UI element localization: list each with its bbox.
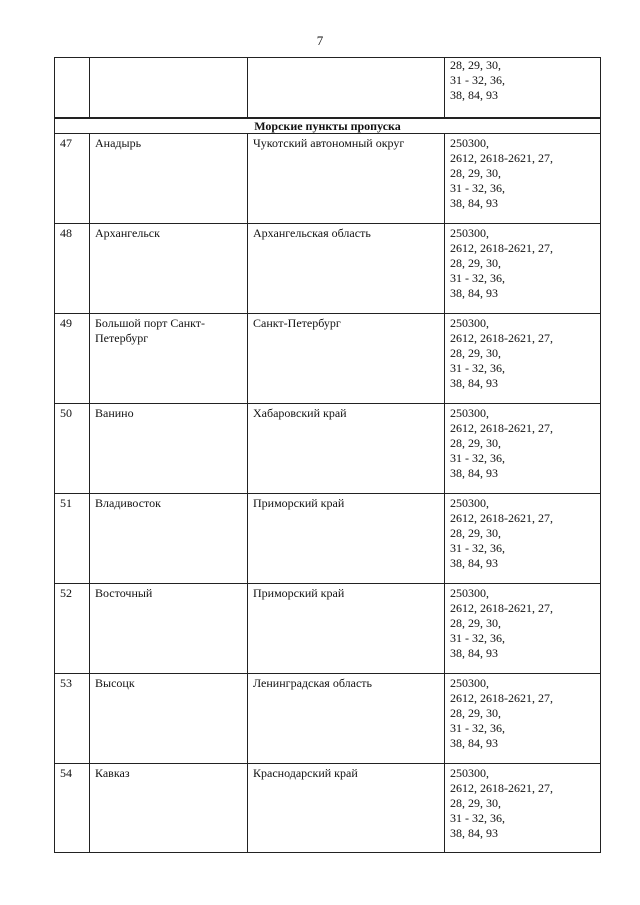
cell-codes bbox=[445, 134, 601, 224]
cell-codes bbox=[445, 404, 601, 494]
name-line: Петербург bbox=[95, 331, 149, 345]
cell-codes bbox=[445, 584, 601, 674]
code-line: 38, 84, 93 bbox=[450, 556, 498, 570]
code-line: 2612, 2618-2621, 27, bbox=[450, 241, 553, 255]
cell-number: 50 bbox=[55, 404, 90, 494]
cell-region: Приморский край bbox=[248, 494, 445, 584]
code-line: 28, 29, 30, bbox=[450, 706, 501, 720]
name-line: Кавказ bbox=[95, 766, 130, 780]
table-row bbox=[55, 134, 601, 224]
cell-region: Хабаровский край bbox=[248, 404, 445, 494]
continuation-row bbox=[55, 58, 601, 119]
code-line: 28, 29, 30, bbox=[450, 166, 501, 180]
code-line: 38, 84, 93 bbox=[450, 196, 498, 210]
code-line: 28, 29, 30, bbox=[450, 526, 501, 540]
code-line: 28, 29, 30, bbox=[450, 256, 501, 270]
code-line: 2612, 2618-2621, 27, bbox=[450, 151, 553, 165]
cell-region: Краснодарский край bbox=[248, 764, 445, 853]
cell-region: Ленинградская область bbox=[248, 674, 445, 764]
cell-region bbox=[248, 58, 445, 119]
code-line: 31 - 32, 36, bbox=[450, 721, 505, 735]
cell-name bbox=[90, 584, 248, 674]
cell-number: 53 bbox=[55, 674, 90, 764]
cell-number: 48 bbox=[55, 224, 90, 314]
code-line: 31 - 32, 36, bbox=[450, 541, 505, 555]
cell-codes bbox=[445, 764, 601, 853]
code-line: 31 - 32, 36, bbox=[450, 451, 505, 465]
cell-number: 47 bbox=[55, 134, 90, 224]
table-row bbox=[55, 764, 601, 853]
cell-name bbox=[90, 404, 248, 494]
code-line: 31 - 32, 36, bbox=[450, 811, 505, 825]
code-line: 38, 84, 93 bbox=[450, 286, 498, 300]
code-line: 250300, bbox=[450, 226, 489, 240]
code-line: 38, 84, 93 bbox=[450, 88, 498, 102]
table-row bbox=[55, 494, 601, 584]
code-line: 250300, bbox=[450, 676, 489, 690]
cell-number: 52 bbox=[55, 584, 90, 674]
code-line: 2612, 2618-2621, 27, bbox=[450, 781, 553, 795]
table-row bbox=[55, 224, 601, 314]
name-line: Ванино bbox=[95, 406, 134, 420]
cell-name bbox=[90, 134, 248, 224]
code-line: 31 - 32, 36, bbox=[450, 181, 505, 195]
name-line: Высоцк bbox=[95, 676, 135, 690]
code-line: 28, 29, 30, bbox=[450, 796, 501, 810]
code-line: 2612, 2618-2621, 27, bbox=[450, 421, 553, 435]
code-line: 250300, bbox=[450, 586, 489, 600]
cell-codes bbox=[445, 58, 601, 119]
code-line: 38, 84, 93 bbox=[450, 466, 498, 480]
code-line: 38, 84, 93 bbox=[450, 736, 498, 750]
cell-name bbox=[90, 314, 248, 404]
checkpoints-table bbox=[54, 57, 601, 853]
cell-name bbox=[90, 674, 248, 764]
code-line: 250300, bbox=[450, 766, 489, 780]
table-row bbox=[55, 314, 601, 404]
cell-name bbox=[90, 58, 248, 119]
name-line: Архангельск bbox=[95, 226, 160, 240]
cell-number: 49 bbox=[55, 314, 90, 404]
cell-codes bbox=[445, 314, 601, 404]
code-line: 2612, 2618-2621, 27, bbox=[450, 331, 553, 345]
code-line: 38, 84, 93 bbox=[450, 376, 498, 390]
code-line: 250300, bbox=[450, 496, 489, 510]
cell-number: 54 bbox=[55, 764, 90, 853]
code-line: 28, 29, 30, bbox=[450, 58, 501, 72]
cell-number bbox=[55, 58, 90, 119]
cell-region: Чукотский автономный округ bbox=[248, 134, 445, 224]
cell-name bbox=[90, 764, 248, 853]
code-line: 31 - 32, 36, bbox=[450, 73, 505, 87]
name-line: Владивосток bbox=[95, 496, 161, 510]
code-line: 31 - 32, 36, bbox=[450, 631, 505, 645]
section-header-row bbox=[55, 118, 601, 134]
code-line: 250300, bbox=[450, 406, 489, 420]
code-line: 28, 29, 30, bbox=[450, 616, 501, 630]
code-line: 250300, bbox=[450, 316, 489, 330]
code-line: 2612, 2618-2621, 27, bbox=[450, 691, 553, 705]
cell-name bbox=[90, 224, 248, 314]
section-title: Морские пункты пропуска bbox=[55, 118, 601, 134]
code-line: 2612, 2618-2621, 27, bbox=[450, 601, 553, 615]
table-row bbox=[55, 404, 601, 494]
code-line: 31 - 32, 36, bbox=[450, 271, 505, 285]
cell-codes bbox=[445, 674, 601, 764]
code-line: 38, 84, 93 bbox=[450, 826, 498, 840]
code-line: 250300, bbox=[450, 136, 489, 150]
code-line: 28, 29, 30, bbox=[450, 346, 501, 360]
cell-region: Архангельская область bbox=[248, 224, 445, 314]
code-line: 31 - 32, 36, bbox=[450, 361, 505, 375]
name-line: Восточный bbox=[95, 586, 153, 600]
page-number: 7 bbox=[316, 33, 324, 48]
cell-name bbox=[90, 494, 248, 584]
cell-codes bbox=[445, 494, 601, 584]
cell-region: Приморский край bbox=[248, 584, 445, 674]
cell-region: Санкт-Петербург bbox=[248, 314, 445, 404]
cell-number: 51 bbox=[55, 494, 90, 584]
name-line: Анадырь bbox=[95, 136, 142, 150]
cell-codes bbox=[445, 224, 601, 314]
code-line: 38, 84, 93 bbox=[450, 646, 498, 660]
table-row bbox=[55, 674, 601, 764]
code-line: 2612, 2618-2621, 27, bbox=[450, 511, 553, 525]
table-row bbox=[55, 584, 601, 674]
code-line: 28, 29, 30, bbox=[450, 436, 501, 450]
name-line: Большой порт Санкт- bbox=[95, 316, 206, 330]
